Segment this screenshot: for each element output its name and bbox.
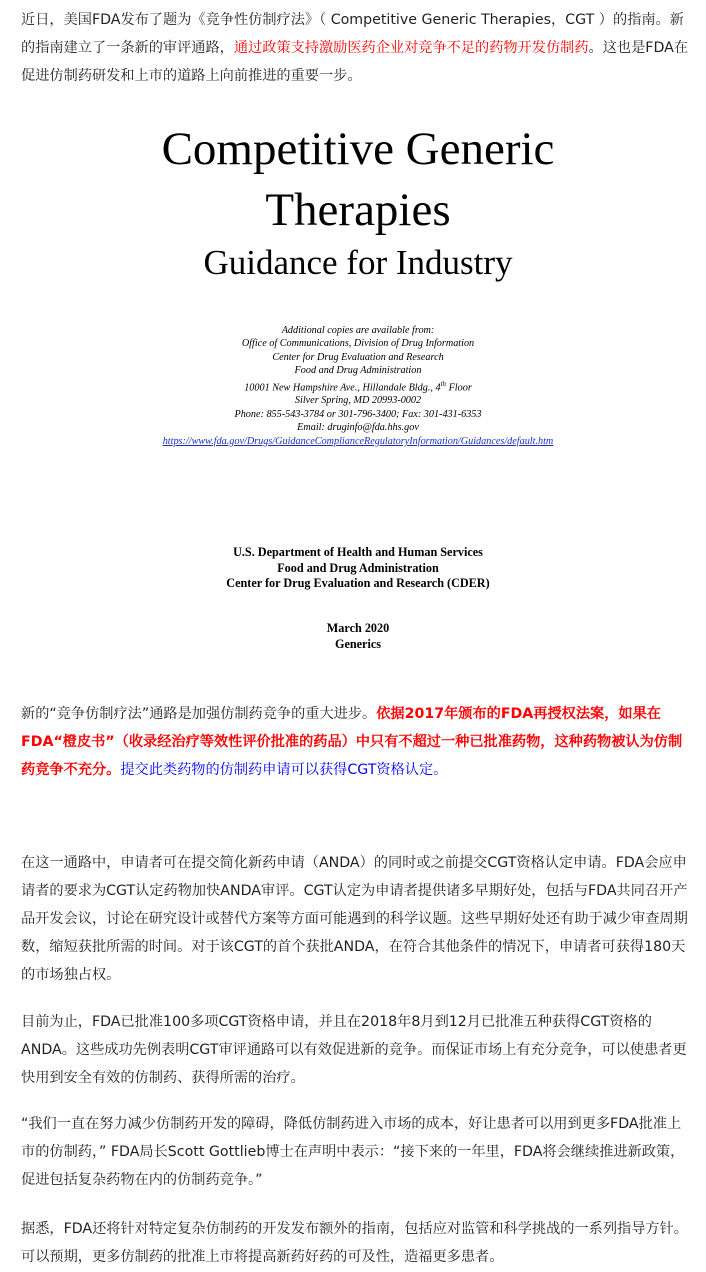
application-paragraph: 在这一通路中，申请者可在提交简化新药申请（ANDA）的同时或之前提交CGT资格认定申请。FDA会应申请者的要求为CGT认定药物加快ANDA审评。CGT认定为申请者提供诸多早期好处，包括与FDA共同召开产品开发会议，讨论在研究设计或替代方案等方面可能遇到的科学议题。这些早期好处还有助于减少审查周期数，缩短获批所需的时间。对于该CGT的首个获批ANDA，在符合其他条件的情况下，申请者可获得180天的市场独占权。 xyxy=(21,855,688,983)
pathway-text: 新的“竞争仿制疗法”通路是加强仿制药竞争的重大进步。 xyxy=(21,706,377,722)
intro-text-end: 。这也是FDA在促进仿制药研发和上市的道路上向前推进的重要一步。 xyxy=(21,40,689,84)
approvals-paragraph: 目前为止，FDA已批准100多项CGT资格申请，并且在2018年8月到12月已批准五种获得CGT资格的ANDA。这些成功先例表明CGT审评通路可以有效促进新的竞争。而保证市场上有充分竞争，可以使患者更快用到安全有效的仿制药、获得所需的治疗。 xyxy=(21,1014,687,1086)
cover-date: March 2020 xyxy=(326,621,390,635)
intro-paragraph xyxy=(21,6,689,90)
dept-line: Center for Drug Evaluation and Research (CDER) xyxy=(226,576,490,590)
pathway-bold-highlight: 依据2017年颁布的FDA再授权法案，如果在FDA“橙皮书”（收录经治疗等效性评价批准的药品）中只有不超过一种已批准药物，这种药物被认为仿制药竞争不充分。 xyxy=(21,706,683,778)
cover-category: Generics xyxy=(334,636,382,651)
contact-line: Phone: 855-543-3784 or 301-796-3400; Fax: 301-431-6353 xyxy=(234,408,482,420)
contact-line: Silver Spring, MD 20993-0002 xyxy=(294,395,422,407)
contact-line: Email: druginfo@fda.hhs.gov xyxy=(297,422,419,434)
cover-date-block xyxy=(108,621,608,652)
cover-subtitle: Guidance for Industry xyxy=(203,243,513,282)
dept-line: Food and Drug Administration xyxy=(277,560,439,575)
contact-line: Food and Drug Administration xyxy=(294,365,422,377)
quote-paragraph: “我们一直在努力减少仿制药开发的障碍，降低仿制药进入市场的成本，好让患者可以用到更多FDA批准上市的仿制药，” FDA局长Scott Gottlieb博士在声明中表示：“接下来的一年里，FDA将会继续推进新政策，促进包括复杂药物在内的仿制药竞争。” xyxy=(21,1116,685,1188)
cover-contact-info xyxy=(108,324,608,448)
cover-title-line1: Competitive Generic xyxy=(161,123,555,175)
contact-line: Office of Communications, Division of Drug Information xyxy=(241,338,475,350)
pathway-blue-highlight: 提交此类药物的仿制药申请可以获得CGT资格认定。 xyxy=(120,762,448,778)
dept-line: U.S. Department of Health and Human Services xyxy=(233,545,483,559)
cover-title-line2: Therapies xyxy=(265,184,451,236)
contact-line: Additional copies are available from: xyxy=(281,325,435,336)
contact-line: 10001 New Hampshire Ave., Hillandale Bldg., 4th Floor xyxy=(244,379,472,394)
guidance-link[interactable]: https://www.fda.gov/Drugs/GuidanceComplianceRegulatoryInformation/Guidances/default.htm xyxy=(162,435,554,447)
intro-text: 近日，美国FDA发布了题为《竞争性仿制疗法》（ Competitive Generic Therapies，CGT ）的指南。新的指南建立了一条新的审评通路， xyxy=(21,12,684,56)
outlook-paragraph: 据悉，FDA还将针对特定复杂仿制药的开发发布额外的指南，包括应对监管和科学挑战的一系列指导方针。可以预期，更多仿制药的批准上市将提高新药好药的可及性，造福更多患者。 xyxy=(21,1221,688,1265)
cgt-pathway-paragraph xyxy=(21,700,689,784)
contact-line: Center for Drug Evaluation and Research xyxy=(272,351,444,363)
intro-highlight: 通过政策支持激励医药企业对竞争不足的药物开发仿制药 xyxy=(233,40,589,56)
guidance-cover-image xyxy=(108,100,608,670)
cover-department xyxy=(108,545,608,592)
